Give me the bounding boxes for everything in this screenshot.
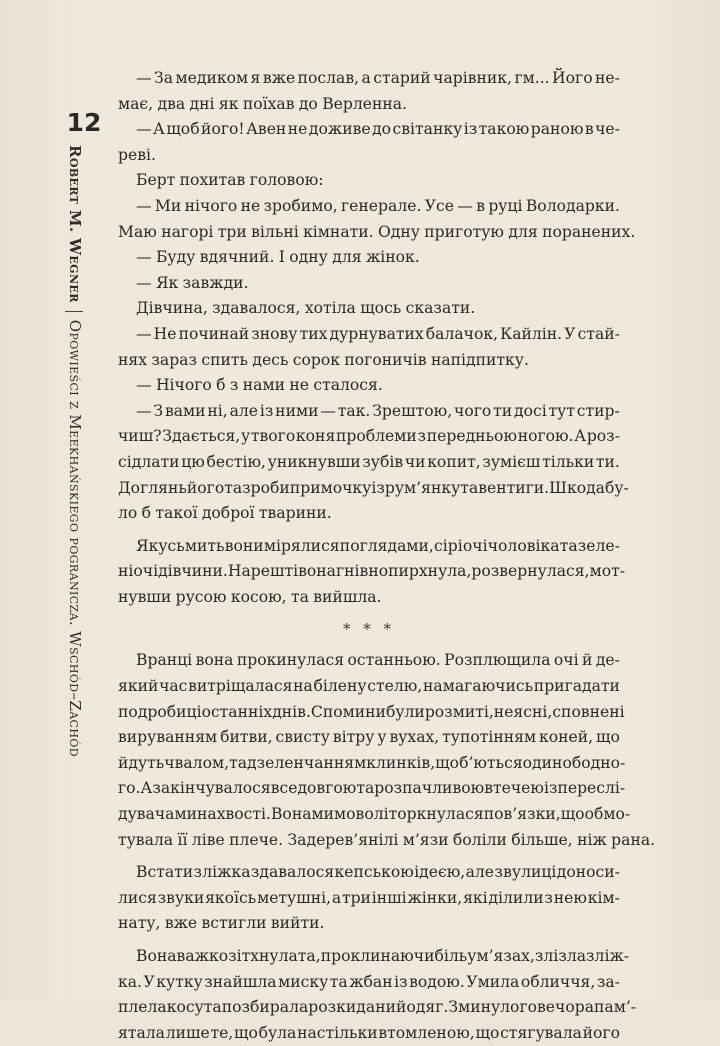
text-line: — А щоб його! Авен не доживе до світанку із такою раною в че- [136, 120, 620, 139]
text-line: дувачами на хвості. Вона мимоволі торкнулася пов’язки, що обмо- [118, 805, 631, 824]
text-line: тувала її ліве плече. Задерев’янілі м’язи боліли більше, ніж рана. [118, 830, 656, 849]
text-line: — Ми нічого не зробимо, генерале. Усе — в руці Володарки. [136, 196, 620, 215]
text-line: — Буду вдячний. І одну для жінок. [136, 248, 420, 267]
text-line: Вранці вона прокинулася останньою. Розплющила очі й де- [136, 651, 620, 670]
text-line: реві. [118, 145, 156, 164]
text-line: йдуть чвалом, та дзеленчанням клинків, що б’ються один об одно- [118, 753, 626, 772]
text-line: — Не починай знову тих дурнуватих балачок, Кайлін. У стай- [136, 324, 620, 343]
text-line: лися звуки якоїсь метушні, а три інші жінки, які ділили з нею кім- [118, 888, 620, 907]
text-line: нату, вже встигли вийти. [118, 914, 325, 933]
text-line: Маю нагорі три вільні кімнати. Одну приготую для поранених. [118, 222, 636, 241]
text-line: чиш? Здається, у твого коня проблеми з передньою ногою. А роз- [118, 427, 620, 446]
text-line: ні очі дівчини. Нарешті вона гнівно пирхнула, розвернулася, мот- [118, 562, 625, 581]
text-line: ло б такої доброї тварини. [118, 504, 332, 523]
scene-separator: * * * [342, 620, 396, 639]
running-head-title: Opowieści z Meekhańskiego pogranicza. Wschód–Zachód [66, 319, 84, 757]
body-text [118, 66, 656, 1046]
text-line: вируванням битви, свисту вітру у вухах, тупотінням коней, що [118, 728, 620, 747]
running-head [65, 145, 84, 757]
text-line: ка. У кутку знайшла миску та жбан із водою. Умила обличчя, за- [118, 972, 620, 991]
text-line: — Нічого б з нами не сталося. [136, 376, 383, 395]
text-line: Доглянь його та зроби примочку із рум’янку та вентиги. Шкода бу- [118, 478, 629, 497]
text-line: ятала лише те, що була настільки втомленою, що стягувала його [118, 1023, 620, 1042]
text-line: Берт похитав головою: [136, 171, 324, 190]
text-line: го. А закінчувалося все довгою та розпачливою втечею із переслі- [118, 779, 626, 798]
page-number: 12 [66, 108, 102, 137]
text-line: подробиці останніх днів. Спомини були розмиті, неясні, сповнені [118, 702, 625, 721]
running-head-divider [65, 311, 83, 312]
text-line: плела косу та позбирала розкиданий одяг. З минулого вечора пам’- [118, 998, 637, 1017]
text-line: який час витріщалася на білену стелю, намагаючись пригадати [118, 677, 620, 696]
text-line: — За медиком я вже послав, а старий чарівник, гм... Його не- [136, 69, 620, 87]
text-line: Вона важко зітхнула та, проклинаючи біль у м’язах, злізла з ліж- [136, 947, 630, 965]
text-line: Встати з ліжка здавалося кепською ідеєю, але з вулиці доноси- [136, 863, 620, 882]
text-line: Дівчина, здавалося, хотіла щось сказати. [136, 299, 476, 318]
text-line: нях зараз спить десь сорок погоничів напідпитку. [118, 350, 529, 369]
text-line: сідлати цю бестію, уникнувши зубів чи копит, зумієш тільки ти. [118, 452, 620, 471]
running-head-author: Robert M. Wegner [66, 145, 84, 303]
text-line: нувши русою косою, та вийшла. [118, 587, 382, 606]
text-line: має, два дні як поїхав до Верленна. [118, 94, 408, 113]
text-line: Якусь мить вони мірялися поглядами, сірі очі чоловіка та зеле- [136, 536, 620, 555]
text-line: — Як завжди. [136, 273, 249, 292]
text-line: — З вами ні, але із ними — так. Зрештою, чого ти досі тут стир- [136, 401, 620, 420]
